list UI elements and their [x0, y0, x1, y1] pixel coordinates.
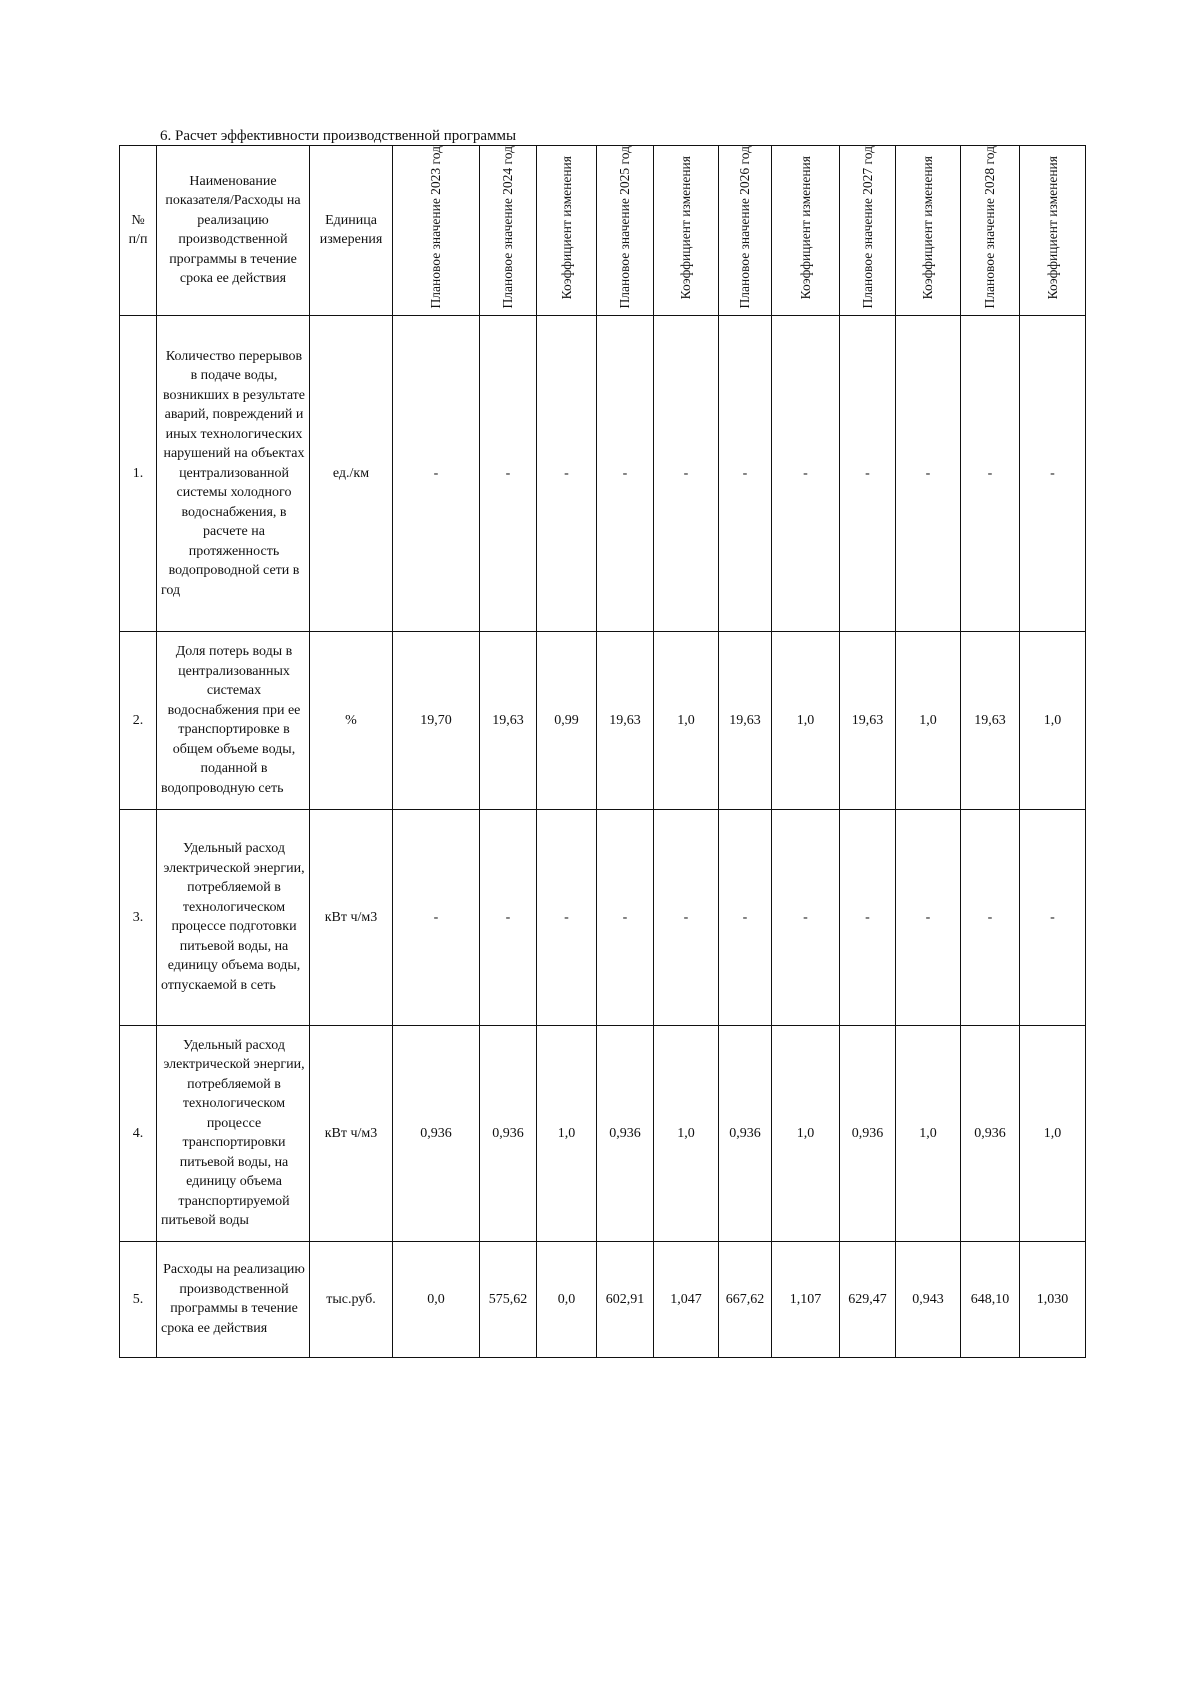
row-value: 19,70 — [393, 631, 480, 809]
row-value: 19,63 — [961, 631, 1020, 809]
row-value: - — [654, 809, 719, 1025]
row-value: - — [1020, 315, 1086, 631]
row-value: - — [961, 315, 1020, 631]
row-value: - — [719, 315, 772, 631]
row-unit: тыс.руб. — [310, 1241, 393, 1357]
table-row — [120, 1025, 1086, 1241]
row-value: - — [480, 809, 537, 1025]
row-value: 575,62 — [480, 1241, 537, 1357]
header-name: Наименование показателя/Расходы на реализацию производственной программы в течение срока ее действия — [157, 146, 310, 316]
row-value: 0,943 — [896, 1241, 961, 1357]
row-value: 1,0 — [537, 1025, 597, 1241]
row-num: 3. — [120, 809, 157, 1025]
row-unit: % — [310, 631, 393, 809]
table-row — [120, 1241, 1086, 1357]
row-value: 1,0 — [772, 1025, 840, 1241]
row-value: - — [772, 315, 840, 631]
row-value: - — [896, 809, 961, 1025]
row-value: 19,63 — [840, 631, 896, 809]
row-value: - — [719, 809, 772, 1025]
row-value: - — [896, 315, 961, 631]
row-value: 19,63 — [480, 631, 537, 809]
table-row — [120, 631, 1086, 809]
row-value: 602,91 — [597, 1241, 654, 1357]
row-name: Доля потерь воды в централизованных системах водоснабжения при ее транспортировке в общем объеме воды, поданной в водопроводную сеть — [157, 631, 310, 809]
row-value: 0,99 — [537, 631, 597, 809]
header-period: Плановое значение 2026 год — [719, 146, 772, 316]
section-title: 6. Расчет эффективности производственной программы — [160, 128, 517, 144]
row-value: 1,0 — [896, 631, 961, 809]
row-value: - — [393, 809, 480, 1025]
row-value: 0,936 — [393, 1025, 480, 1241]
row-value: - — [654, 315, 719, 631]
row-value: 0,936 — [840, 1025, 896, 1241]
row-value: 0,0 — [393, 1241, 480, 1357]
header-period: Плановое значение 2024 год — [480, 146, 537, 316]
row-value: 1,0 — [772, 631, 840, 809]
header-row — [120, 146, 1086, 316]
header-period: Плановое значение 2028 год — [961, 146, 1020, 316]
row-value: - — [1020, 809, 1086, 1025]
row-value: - — [480, 315, 537, 631]
row-name: Расходы на реализацию производственной программы в течение срока ее действия — [157, 1241, 310, 1357]
row-value: 19,63 — [719, 631, 772, 809]
header-num: № п/п — [120, 146, 157, 316]
row-num: 5. — [120, 1241, 157, 1357]
row-value: - — [840, 315, 896, 631]
header-period: Плановое значение 2023 год — [393, 146, 480, 316]
header-period: Плановое значение 2025 год — [597, 146, 654, 316]
row-name: Количество перерывов в подаче воды, возникших в результате аварий, повреждений и иных технологических нарушений на объектах централизованной системы холодного водоснабжения, в расчете на протяженность водопроводной сети в год — [157, 315, 310, 631]
header-period: Коэффициент изменения — [537, 146, 597, 316]
row-value: 667,62 — [719, 1241, 772, 1357]
row-value: 1,0 — [654, 631, 719, 809]
row-value: 629,47 — [840, 1241, 896, 1357]
row-num: 2. — [120, 631, 157, 809]
row-value: 0,936 — [597, 1025, 654, 1241]
row-value: 1,0 — [1020, 631, 1086, 809]
efficiency-table — [119, 145, 1086, 1358]
header-unit: Единица измерения — [310, 146, 393, 316]
row-value: 0,936 — [719, 1025, 772, 1241]
row-value: 1,030 — [1020, 1241, 1086, 1357]
row-value: - — [840, 809, 896, 1025]
row-unit: ед./км — [310, 315, 393, 631]
header-period: Коэффициент изменения — [896, 146, 961, 316]
row-unit: кВт ч/м3 — [310, 809, 393, 1025]
row-value: - — [537, 315, 597, 631]
row-num: 1. — [120, 315, 157, 631]
row-value: 0,936 — [480, 1025, 537, 1241]
row-unit: кВт ч/м3 — [310, 1025, 393, 1241]
header-period: Плановое значение 2027 год — [840, 146, 896, 316]
table-row — [120, 809, 1086, 1025]
row-value: 0,936 — [961, 1025, 1020, 1241]
row-value: 1,0 — [1020, 1025, 1086, 1241]
row-num: 4. — [120, 1025, 157, 1241]
row-value: - — [961, 809, 1020, 1025]
row-value: 1,0 — [654, 1025, 719, 1241]
row-value: - — [393, 315, 480, 631]
row-value: 1,107 — [772, 1241, 840, 1357]
row-value: 1,047 — [654, 1241, 719, 1357]
row-value: - — [597, 315, 654, 631]
header-period: Коэффициент изменения — [654, 146, 719, 316]
row-value: 0,0 — [537, 1241, 597, 1357]
header-period: Коэффициент изменения — [772, 146, 840, 316]
header-period: Коэффициент изменения — [1020, 146, 1086, 316]
row-value: - — [597, 809, 654, 1025]
row-value: 1,0 — [896, 1025, 961, 1241]
table-row — [120, 315, 1086, 631]
row-name: Удельный расход электрической энергии, потребляемой в технологическом процессе подготовки питьевой воды, на единицу объема воды, отпускаемой в сеть — [157, 809, 310, 1025]
row-value: - — [772, 809, 840, 1025]
row-name: Удельный расход электрической энергии, потребляемой в технологическом процессе транспортировки питьевой воды, на единицу объема транспортируемой питьевой воды — [157, 1025, 310, 1241]
row-value: 648,10 — [961, 1241, 1020, 1357]
row-value: - — [537, 809, 597, 1025]
row-value: 19,63 — [597, 631, 654, 809]
